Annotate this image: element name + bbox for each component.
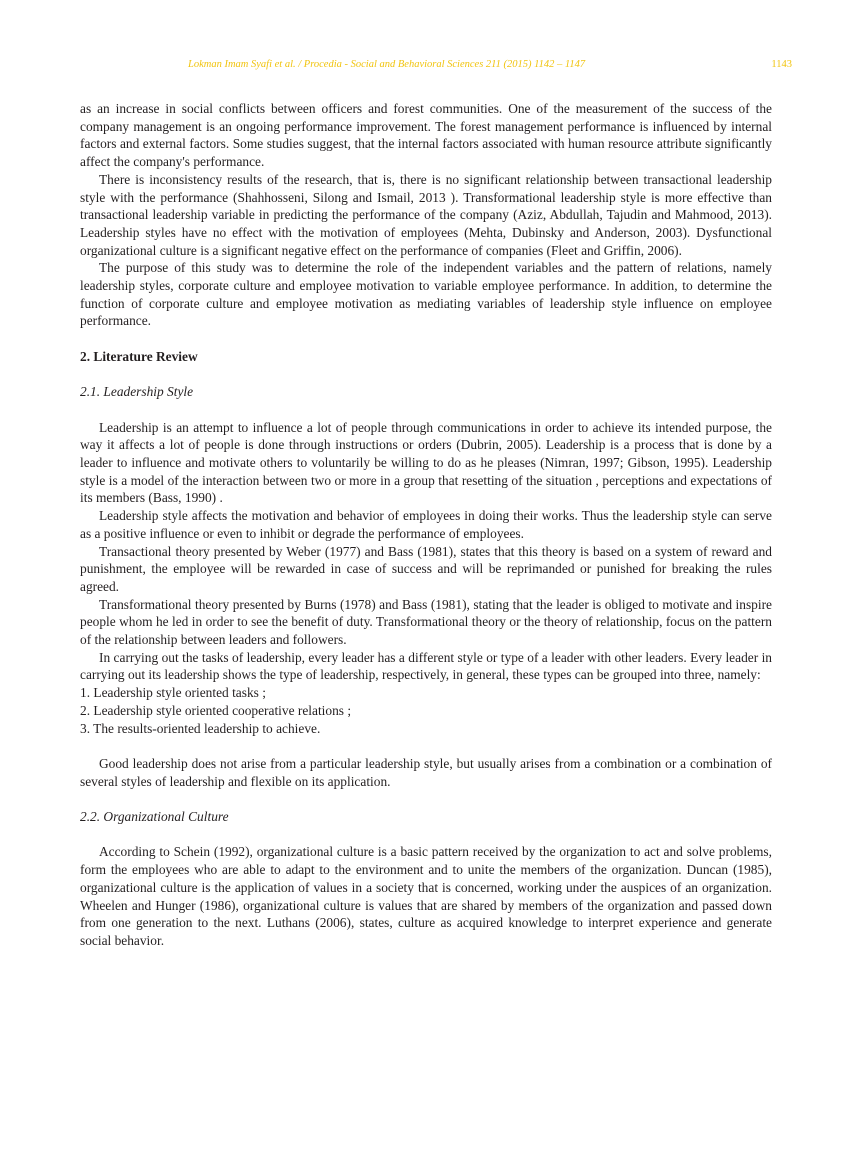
body-paragraph: According to Schein (1992), organizational culture is a basic pattern received by the organization to act and solve problems, form the employees who are able to adapt to the environment and to unite the members of the organization. Duncan (1985), organizational culture is the application of values in a society that is concerned, working under the auspices of an organization. Wheelen and Hunger (1986), organizational culture is values that are shared by members of the organization and passed down from one generation to the next. Luthans (2006), states, culture as acquired knowledge to interpret experience and generate social behavior. [80, 844, 772, 948]
running-title: Lokman Imam Syafi et al. / Procedia - Social and Behavioral Sciences 211 (2015) 1142 – 1147 [188, 59, 586, 70]
body-paragraph: Leadership is an attempt to influence a lot of people through communications in order to achieve its intended purpose, the way it affects a lot of people is done through instructions or orders (Dubrin, 2005). Leadership is a process that is done by a leader to influence and motivate others to voluntarily be willing to do as he pleases (Nimran, 1997; Gibson, 1995). Leadership style is a model of the interaction between two or more in a group that resetting of the situation , perceptions and expectations of its members (Bass, 1990) . [80, 419, 772, 506]
body-paragraph: Good leadership does not arise from a particular leadership style, but usually arises from a combination or a combination of several styles of leadership and flexible on its application. [80, 755, 772, 789]
subsection-heading: 2.1. Leadership Style [80, 384, 194, 400]
article-body [80, 100, 772, 950]
subsection-heading: 2.2. Organizational Culture [80, 809, 229, 825]
list-item: 3. The results-oriented leadership to achieve. [80, 720, 321, 736]
intro-paragraph: The purpose of this study was to determine the role of the independent variables and the pattern of relations, namely leadership styles, corporate culture and employee motivation to variable employee performance. In addition, to determine the function of corporate culture and employee motivation as mediating variables of leadership style influence on employee performance. [80, 260, 772, 329]
list-item: 1. Leadership style oriented tasks ; [80, 685, 266, 701]
body-paragraph: Leadership style affects the motivation and behavior of employees in doing their works. Thus the leadership style can serve as a positive influence or even to inhibit or degrade the performance of employees. [80, 508, 772, 541]
running-header [80, 59, 792, 75]
page-number: 1143 [771, 59, 792, 70]
list-item: 2. Leadership style oriented cooperative relations ; [80, 702, 352, 718]
body-paragraph: In carrying out the tasks of leadership, every leader has a different style or type of a leader with other leaders. Every leader in carrying out its leadership shows the type of leadership, respectively, in general, these types can be grouped into three, namely: [80, 649, 772, 683]
section-heading: 2. Literature Review [80, 348, 198, 364]
body-paragraph: Transformational theory presented by Burns (1978) and Bass (1981), stating that the leader is obliged to motivate and inspire people whom he led in order to see the benefit of duty. Transformational theory or the theory of relationship, focus on the pattern of the relationship between leaders and followers. [80, 596, 772, 648]
intro-paragraph: There is inconsistency results of the research, that is, there is no significant relationship between transactional leadership style with the performance (Shahhosseni, Silong and Ismail, 2013 ). Transformational leadership style is more effective than transactional leadership variable in predicting the performance of the company (Aziz, Abdullah, Tajudin and Mahmood, 2013). Leadership styles have no effect with the motivation of employees (Mehta, Dubinsky and Anderson, 2003). Dysfunctional organizational culture is a significant negative effect on the performance of companies (Fleet and Griffin, 2006). [80, 171, 772, 258]
body-paragraph: Transactional theory presented by Weber (1977) and Bass (1981), states that this theory is based on a system of reward and punishment, the employee will be rewarded in case of success and will be reprimanded or punished for breaking the rules agreed. [80, 543, 772, 594]
intro-paragraph: as an increase in social conflicts between officers and forest communities. One of the measurement of the success of the company management is an ongoing performance improvement. The forest management performance is influenced by internal factors and external factors. Some studies suggest, that the internal factors associated with human resource attribute significantly affect the company's performance. [80, 101, 772, 170]
